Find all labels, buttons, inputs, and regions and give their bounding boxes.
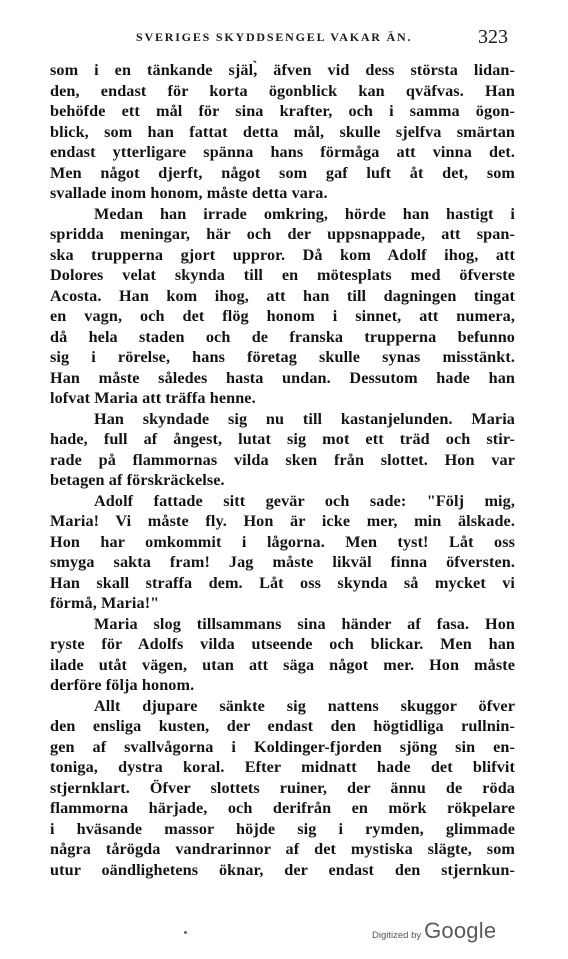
running-head bbox=[60, 26, 508, 52]
text-line: då hela staden och de franska trupperna befunno bbox=[50, 327, 515, 346]
text-line: Han måste således hasta undan. Dessutom hade han bbox=[50, 368, 515, 387]
digitized-by-google-watermark bbox=[372, 918, 496, 946]
text-line: rade på flammornas vilda sken från slottet. Hon var bbox=[50, 450, 515, 469]
text-line: Acosta. Han kom ihog, att han till dagningen tingat bbox=[50, 286, 515, 305]
text-line: Han skall straffa dem. Låt oss skynda så mycket vi bbox=[50, 573, 515, 592]
text-line: Allt djupare sänkte sig nattens skuggor öfver bbox=[94, 696, 515, 715]
text-line: en vagn, och det flög honom i sinnet, att numera, bbox=[50, 307, 515, 325]
text-line: gen af svallvågorna i Koldinger-fjorden sjöng sin en- bbox=[50, 737, 515, 756]
text-line: blick, som han fattat detta mål, skulle sjelfva smärtan bbox=[50, 122, 515, 141]
text-line: derföre följa honom. bbox=[50, 676, 195, 694]
text-line: som i en tänkande själ,̀ äfven vid dess största lidan- bbox=[50, 61, 515, 79]
text-line: den, endast för korta ögonblick kan qväfvas. Han bbox=[50, 81, 515, 100]
text-line: Han skyndade sig nu till kastanjelunden. Maria bbox=[94, 409, 515, 428]
text-line: sig i rörelse, hans företag skulle synas misstänkt. bbox=[50, 348, 515, 366]
text-line: förmå, Maria!" bbox=[50, 594, 160, 612]
text-line: Dolores velat skynda till en mötesplats med öfverste bbox=[50, 266, 515, 284]
page-mark bbox=[184, 931, 187, 934]
text-line: smyga sakta fram! Jag måste likväl finna öfversten. bbox=[50, 553, 515, 571]
text-line: Medan han irrade omkring, hörde han hastigt i bbox=[94, 204, 515, 223]
text-line: Hon har omkommit i lågorna. Men tyst! Låt oss bbox=[50, 532, 515, 551]
text-line: ryste för Adolfs vilda utseende och blickar. Men han bbox=[50, 635, 515, 653]
body-text bbox=[50, 60, 515, 880]
text-line: betagen af förskräckelse. bbox=[50, 471, 225, 489]
text-line: Men något djerft, något som gaf luft åt det, som bbox=[50, 163, 515, 182]
text-line: toniga, dystra koral. Efter midnatt hade det blifvit bbox=[50, 758, 515, 776]
text-line: hade, full af ångest, lutat sig mot ett träd och stir- bbox=[50, 430, 515, 448]
text-line: Adolf fattade sitt gevär och sade: "Följ mig, bbox=[94, 491, 515, 510]
text-line: endast ytterligare spänna hans förmåga att vinna det. bbox=[50, 143, 515, 161]
google-logo: Google bbox=[424, 918, 497, 943]
page-number: 323 bbox=[478, 26, 508, 48]
text-line: svallade inom honom, måste detta vara. bbox=[50, 184, 328, 202]
running-title: SVERIGES SKYDDSENGEL VAKAR ÄN. bbox=[136, 30, 413, 44]
text-line: ilade utåt vägen, utan att säga något mer. Hon måste bbox=[50, 655, 515, 674]
text-line: den ensliga kusten, der endast den högtidliga rullnin- bbox=[50, 717, 515, 735]
text-line: några tårögda vandrarinnor af det mystiska slägte, som bbox=[50, 840, 515, 858]
text-line: utur oändlighetens öknar, der endast den stjernkun- bbox=[50, 860, 515, 879]
text-line: flammorna härjade, och derifrån en mörk rökpelare bbox=[50, 799, 515, 817]
text-line: spridda meningar, här och der uppsnappade, att span- bbox=[50, 225, 515, 243]
text-line: ska trupperna gjort uppror. Då kom Adolf ihog, att bbox=[50, 245, 515, 264]
text-line: Maria! Vi måste fly. Hon är icke mer, min älskade. bbox=[50, 512, 515, 530]
text-line: Maria slog tillsammans sina händer af fasa. Hon bbox=[94, 614, 515, 633]
text-line: stjernklart. Öfver slottets ruiner, der ännu de röda bbox=[50, 778, 515, 797]
text-line: behöfde ett mål för sina krafter, och i samma ögon- bbox=[50, 102, 515, 120]
text-line: i hväsande massor höjde sig i rymden, glimmade bbox=[50, 819, 515, 838]
watermark-prefix: Digitized by bbox=[372, 930, 422, 941]
text-line: lofvat Maria att träffa henne. bbox=[50, 389, 256, 407]
